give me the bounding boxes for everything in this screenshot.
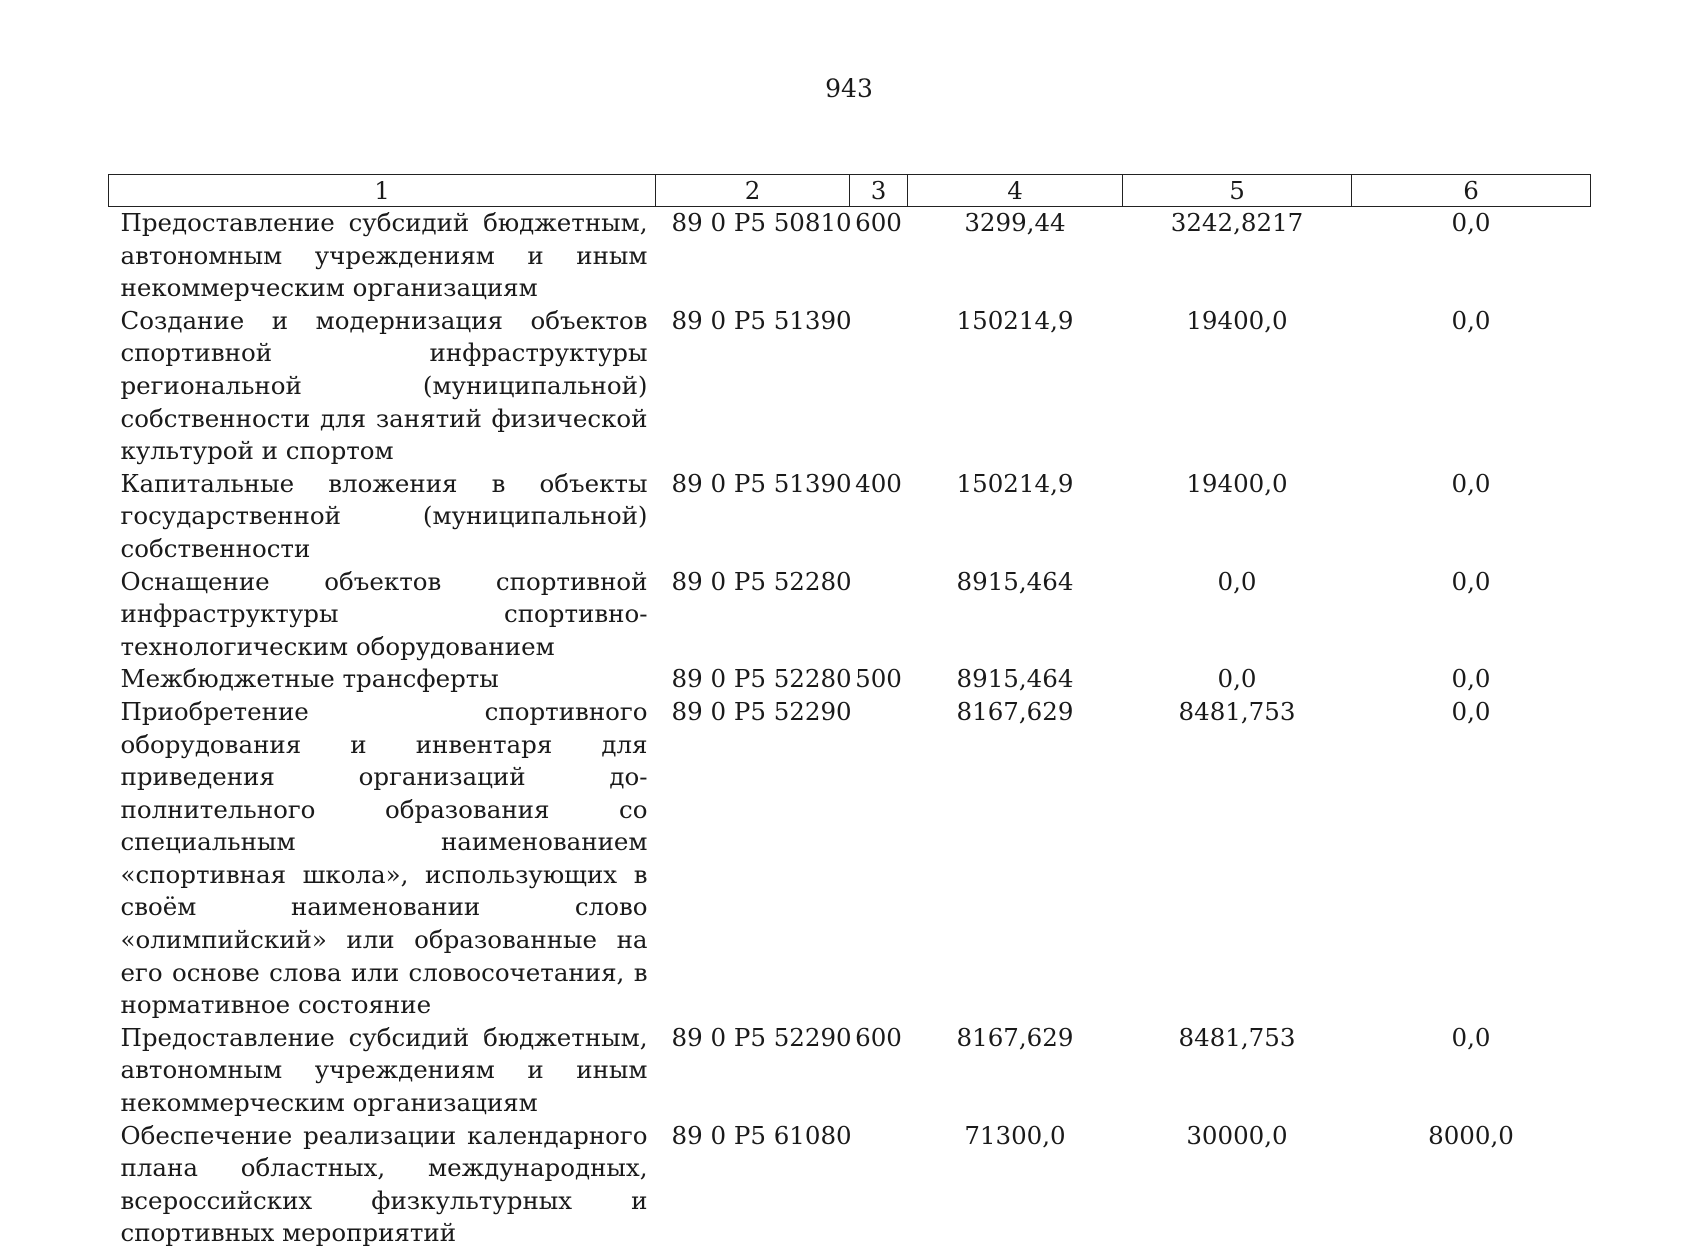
- table-row: [109, 566, 1591, 664]
- page-number: 943: [825, 74, 873, 103]
- header-row: [109, 175, 1591, 207]
- row-value-5: 30000,0: [1186, 1120, 1288, 1150]
- table-row: [109, 1022, 1591, 1120]
- row-value-4: 8915,464: [956, 664, 1074, 694]
- row-code: 89 0 P5 61080: [671, 1120, 852, 1150]
- row-code: 89 0 P5 51390: [671, 305, 852, 335]
- table-row: [109, 207, 1591, 305]
- row-name: Межбюджетные трансферты: [120, 664, 499, 694]
- row-name: Капитальные вложения в объекты государственной (муниципальной) собственности: [120, 468, 648, 563]
- header-col-1: 1: [109, 175, 656, 207]
- row-type: 600: [855, 1022, 902, 1052]
- row-value-6: 0,0: [1451, 468, 1491, 498]
- row-value-4: 150214,9: [956, 468, 1074, 498]
- row-value-4: 8167,629: [956, 696, 1074, 726]
- row-value-4: 150214,9: [956, 305, 1074, 335]
- row-value-4: 3299,44: [964, 208, 1066, 237]
- table-row: [109, 468, 1591, 566]
- row-value-5: 0,0: [1217, 664, 1257, 694]
- row-value-6: 8000,0: [1428, 1120, 1514, 1150]
- row-value-5: 3242,8217: [1170, 208, 1304, 237]
- row-name: Предоставление субсидий бюджетным, автономным учреждениям и иным некоммерческим организациям: [120, 208, 648, 303]
- row-value-6: 0,0: [1451, 208, 1491, 237]
- row-type: [850, 1120, 908, 1250]
- row-code: 89 0 P5 52290: [671, 696, 852, 726]
- row-name: Приобретение спортивного оборудования и инвентаря для приведения организаций дополнительного образования со специальным наименованием «спортивная школа», использующих в своём наименовании слово «олимпийский» или образованные на его основе слова или словосочетания, в нормативное состояние: [120, 696, 648, 1020]
- row-value-4: 71300,0: [964, 1120, 1066, 1150]
- header-col-5: 5: [1123, 175, 1352, 207]
- header-col-2: 2: [656, 175, 850, 207]
- row-code: 89 0 P5 52290: [671, 1022, 852, 1052]
- row-type: [850, 696, 908, 1022]
- row-value-6: 0,0: [1451, 1022, 1491, 1052]
- table-row: [109, 1120, 1591, 1250]
- row-type: 600: [855, 208, 902, 237]
- row-name: Создание и модернизация объектов спортивной инфраструктуры региональной (муниципальной) собственности для занятий физической культурой и спортом: [120, 305, 648, 466]
- table-row: [109, 696, 1591, 1022]
- row-name: Обеспечение реализации календарного плана областных, международных, всероссийских физкультурных и спортивных мероприятий: [120, 1120, 648, 1248]
- row-value-5: 8481,753: [1178, 696, 1296, 726]
- row-value-6: 0,0: [1451, 566, 1491, 596]
- row-value-5: 8481,753: [1178, 1022, 1296, 1052]
- row-value-6: 0,0: [1451, 664, 1491, 694]
- row-value-4: 8167,629: [956, 1022, 1074, 1052]
- table-row: [109, 305, 1591, 468]
- row-type: 400: [855, 468, 902, 498]
- row-value-6: 0,0: [1451, 696, 1491, 726]
- table-row: [109, 663, 1591, 696]
- row-code: 89 0 P5 51390: [671, 468, 852, 498]
- row-name: Оснащение объектов спортивной инфраструктуры спортивно-технологическим оборудованием: [120, 566, 648, 661]
- header-col-4: 4: [908, 175, 1123, 207]
- row-value-6: 0,0: [1451, 305, 1491, 335]
- row-value-5: 19400,0: [1186, 468, 1288, 498]
- budget-table: [108, 174, 1591, 1250]
- header-col-3: 3: [850, 175, 908, 207]
- row-name: Предоставление субсидий бюджетным, автономным учреждениям и иным некоммерческим организациям: [120, 1022, 648, 1118]
- row-code: 89 0 P5 50810: [671, 208, 852, 237]
- row-value-4: 8915,464: [956, 566, 1074, 596]
- row-type: [850, 566, 908, 664]
- row-type: [850, 305, 908, 468]
- row-value-5: 19400,0: [1186, 305, 1288, 335]
- row-value-5: 0,0: [1217, 566, 1257, 596]
- header-col-6: 6: [1352, 175, 1591, 207]
- row-code: 89 0 P5 52280: [671, 566, 852, 596]
- row-code: 89 0 P5 52280: [671, 664, 852, 694]
- row-type: 500: [855, 664, 902, 694]
